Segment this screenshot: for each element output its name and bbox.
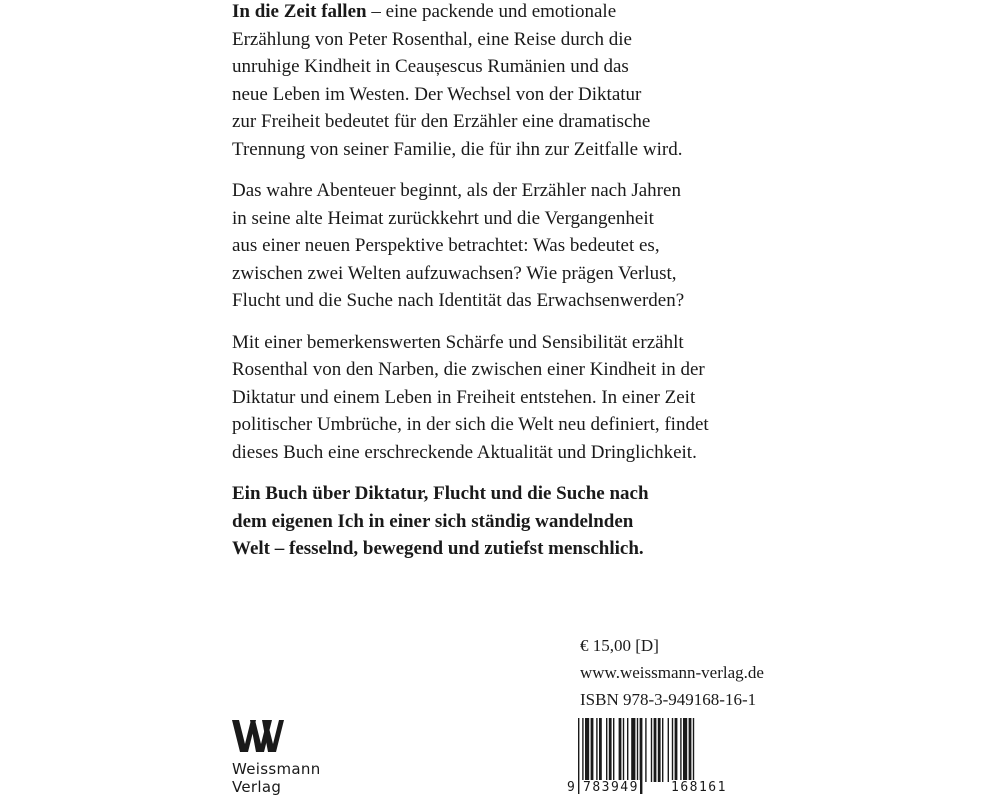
barcode-bar [675, 718, 678, 782]
barcode-bar [613, 718, 614, 782]
barcode-bar [631, 718, 635, 782]
barcode-bar [619, 718, 622, 782]
barcode-digits [566, 778, 761, 800]
blurb-line-rest: – eine packende und emotionale [366, 1, 617, 22]
barcode-bar [672, 718, 673, 782]
blurb-line: aus einer neuen Perspektive betrachtet: Was bedeutet es, [232, 235, 660, 256]
price-label: € 15,00 [D] [580, 636, 659, 655]
barcode-bar [627, 718, 628, 782]
blurb-line: unruhige Kindheit in Ceaușescus Rumänien und das [232, 56, 629, 77]
blurb-line: Das wahre Abenteuer beginnt, als der Erzähler nach Jahren [232, 180, 681, 201]
barcode-bar [683, 718, 687, 782]
barcode-bar [668, 718, 669, 782]
publisher-logo [232, 720, 321, 796]
barcode-digits-left: 783949 [583, 780, 639, 795]
blurb-line: in seine alte Heimat zurückkehrt und die Vergangenheit [232, 207, 654, 229]
barcode-bar [606, 718, 607, 782]
book-title-lead: In die Zeit fallen [232, 1, 367, 22]
blurb-line: neue Leben im Westen. Der Wechsel von der Diktatur [232, 83, 642, 105]
barcode-bar [585, 718, 589, 782]
blurb-line: Erzählung von Peter Rosenthal, eine Reise durch die [232, 28, 632, 50]
isbn-barcode [566, 718, 761, 800]
blurb-line [232, 0, 792, 26]
barcode-bar [645, 718, 646, 782]
blurb-line: Flucht und die Suche nach Identität das Erwachsenwerden? [232, 290, 685, 311]
tagline-line: dem eigenen Ich in einer sich ständig wandelnden [232, 510, 634, 532]
blurb-paragraph-2 [232, 177, 792, 315]
barcode-bar [689, 718, 692, 782]
blurb-paragraph-1 [232, 0, 792, 163]
blurb-line: zur Freiheit bedeutet für den Erzähler eine dramatische [232, 111, 651, 132]
blurb-paragraph-3 [232, 329, 792, 467]
tagline-line: Ein Buch über Diktatur, Flucht und die Suche nach [232, 483, 649, 504]
blurb-line: politischer Umbrüche, in der sich die Welt neu definiert, findet [232, 414, 709, 435]
blurb-line: zwischen zwei Welten aufzuwachsen? Wie prägen Verlust, [232, 262, 677, 284]
barcode-bar [599, 718, 602, 782]
barcode-bar [623, 718, 624, 782]
barcode-bar [591, 718, 594, 782]
barcode-bar [680, 718, 681, 782]
back-cover-blurb [232, 0, 792, 563]
blurb-tagline [232, 480, 792, 563]
tagline-line: Welt – fesselnd, bewegend und zutiefst menschlich. [232, 538, 644, 559]
barcode-bar [596, 718, 597, 782]
isbn-label: ISBN 978-3-949168-16-1 [580, 690, 757, 709]
blurb-line: Mit einer bemerkenswerten Schärfe und Sensibilität erzählt [232, 331, 684, 353]
barcode-bar [658, 718, 661, 782]
publisher-name-line-2: Verlag [232, 778, 282, 796]
publisher-name-line-1: Weissmann [232, 760, 321, 778]
publisher-name [232, 760, 321, 796]
barcode-bar [609, 718, 612, 782]
imprint-info [580, 632, 764, 713]
barcode-bar [693, 718, 694, 782]
vw-logo-mark-icon [232, 720, 284, 752]
barcode-bar [654, 718, 657, 782]
publisher-website: www.weissmann-verlag.de [580, 663, 764, 682]
barcode-bar [662, 718, 663, 782]
barcode-digits-right: 168161 [671, 780, 727, 795]
blurb-line: dieses Buch eine erschreckende Aktualität und Dringlichkeit. [232, 441, 697, 463]
blurb-line: Diktatur und einem Leben in Freiheit entstehen. In einer Zeit [232, 386, 696, 408]
blurb-line: Rosenthal von den Narben, die zwischen einer Kindheit in der [232, 359, 705, 380]
barcode-digit-first: 9 [567, 780, 577, 795]
barcode-bar [651, 718, 652, 782]
blurb-line: Trennung von seiner Familie, die für ihn zur Zeitfalle wird. [232, 138, 683, 160]
